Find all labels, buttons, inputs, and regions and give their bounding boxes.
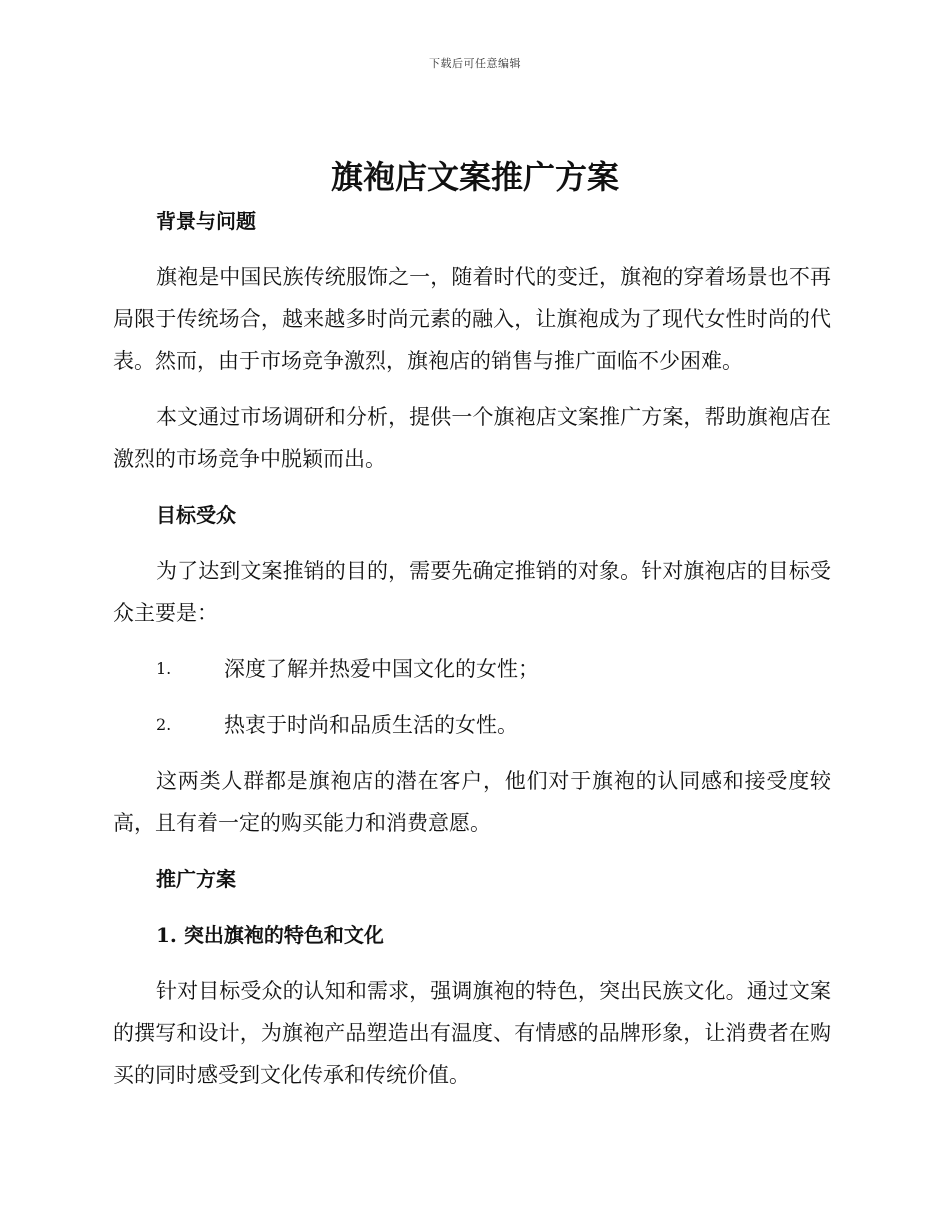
header-note: 下载后可任意编辑 <box>429 57 521 70</box>
subsection-title: 突出旗袍的特色和文化 <box>183 923 384 947</box>
subsection-number: 1. <box>156 923 177 947</box>
list-text: 深度了解并热爱中国文化的女性； <box>224 657 539 681</box>
paragraph-audience-intro: 为了达到文案推销的目的，需要先确定推销的对象。针对旗袍店的目标受众主要是： <box>113 559 831 625</box>
section-heading-background: 背景与问题 <box>156 209 256 233</box>
list-item <box>113 648 831 690</box>
document-body <box>113 200 831 1110</box>
paragraph-plan-1: 针对目标受众的认知和需求，强调旗袍的特色，突出民族文化。通过文案的撰写和设计，为旗袍产品塑造出有温度、有情感的品牌形象，让消费者在购买的同时感受到文化传承和传统价值。 <box>113 979 831 1087</box>
paragraph-background-1: 旗袍是中国民族传统服饰之一，随着时代的变迁，旗袍的穿着场景也不再局限于传统场合，越来越多时尚元素的融入，让旗袍成为了现代女性时尚的代表。然而，由于市场竞争激烈，旗袍店的销售与推广面临不少困难。 <box>113 265 831 373</box>
list-text: 热衷于时尚和品质生活的女性。 <box>224 713 518 737</box>
section-heading-audience: 目标受众 <box>156 503 236 527</box>
list-number: 2. <box>156 715 172 734</box>
section-heading-plan: 推广方案 <box>156 867 236 891</box>
paragraph-background-2: 本文通过市场调研和分析，提供一个旗袍店文案推广方案，帮助旗袍店在激烈的市场竞争中脱颖而出。 <box>113 405 831 471</box>
subsection-heading-1 <box>113 914 831 956</box>
list-number: 1. <box>156 659 172 678</box>
document-title: 旗袍店文案推广方案 <box>330 158 619 196</box>
paragraph-audience-summary: 这两类人群都是旗袍店的潜在客户，他们对于旗袍的认同感和接受度较高，且有着一定的购买能力和消费意愿。 <box>113 769 831 835</box>
list-item <box>113 704 831 746</box>
